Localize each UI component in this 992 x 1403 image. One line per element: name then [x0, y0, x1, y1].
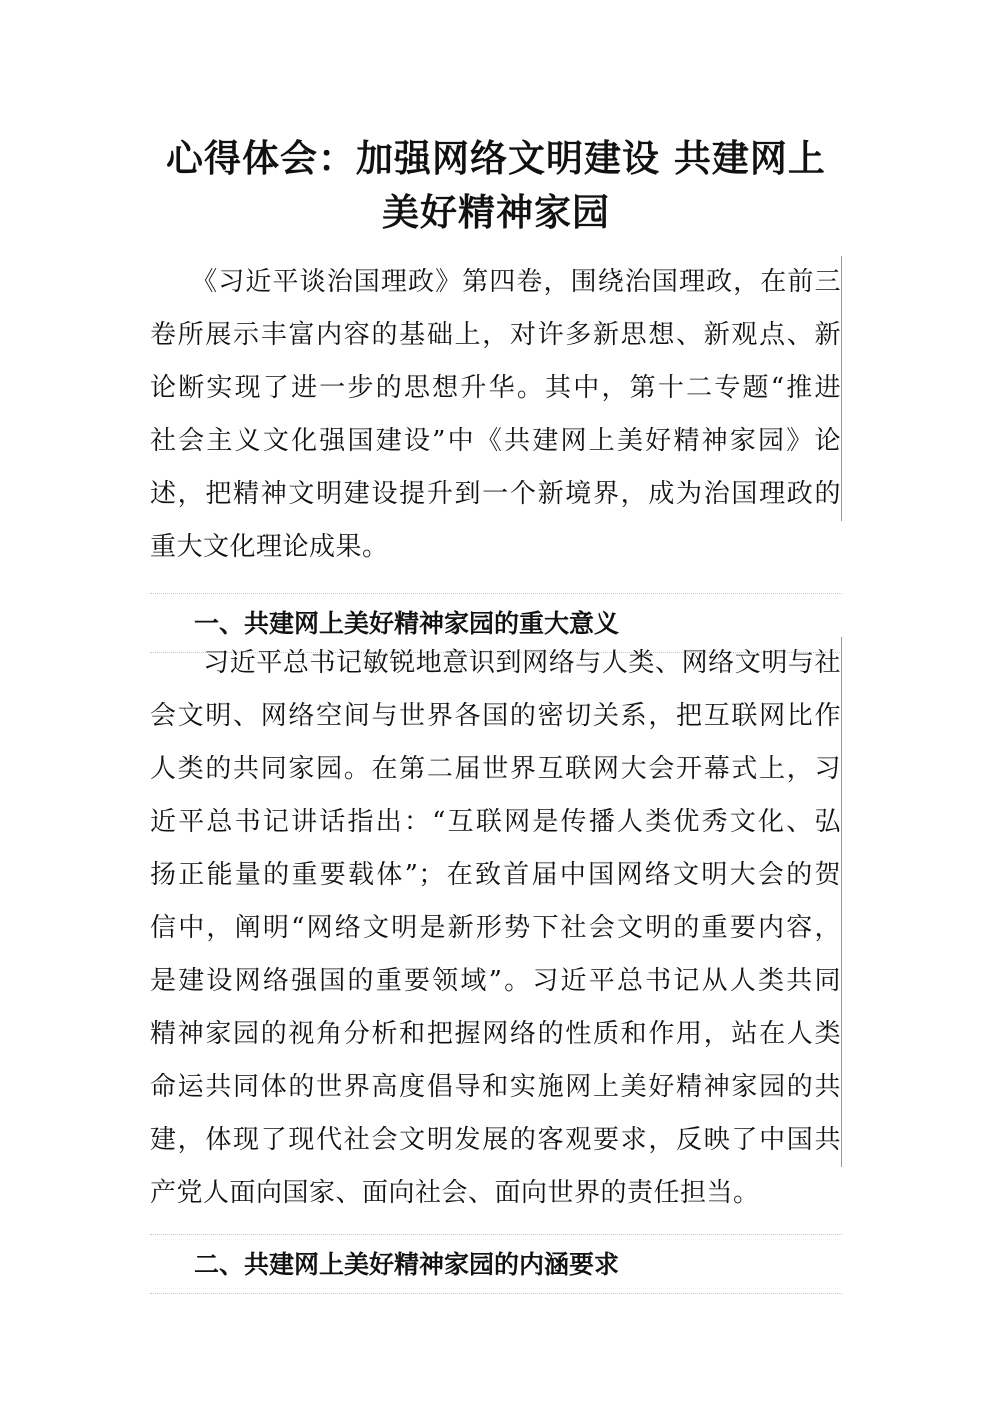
document-title-line-2: 美好精神家园 — [382, 191, 610, 234]
section-heading-1: 一、共建网上美好精神家园的重大意义 — [150, 593, 842, 653]
paragraph-line: 述，把精神文明建设提升到一个新境界，成为治国理政的 — [150, 468, 842, 521]
paragraph-line: 人类的共同家园。在第二届世界互联网大会开幕式上，习 — [150, 743, 842, 796]
paragraph-line: 精神家园的视角分析和把握网络的性质和作用，站在人类 — [150, 1008, 842, 1061]
paragraph-line: 社会主义文化强国建设”中《共建网上美好精神家园》论 — [150, 415, 842, 468]
paragraph-line: 信中，阐明“网络文明是新形势下社会文明的重要内容， — [150, 902, 842, 955]
section1-paragraph — [150, 637, 842, 1220]
paragraph-line: 建，体现了现代社会文明发展的客观要求，反映了中国共 — [150, 1114, 842, 1167]
paragraph-line: 扬正能量的重要载体”；在致首届中国网络文明大会的贺 — [150, 849, 842, 902]
paragraph-line: 卷所展示丰富内容的基础上，对许多新思想、新观点、新 — [150, 309, 842, 362]
paragraph-line: 是建设网络强国的重要领域”。习近平总书记从人类共同 — [150, 955, 842, 1008]
paragraph-line: 习近平总书记敏锐地意识到网络与人类、网络文明与社 — [150, 637, 842, 690]
paragraph-line: 论断实现了进一步的思想升华。其中，第十二专题“推进 — [150, 362, 842, 415]
paragraph-line: 重大文化理论成果。 — [150, 532, 389, 562]
intro-paragraph — [150, 256, 842, 574]
paragraph-line: 近平总书记讲话指出：“互联网是传播人类优秀文化、弘 — [150, 796, 842, 849]
document-title-line-1: 心得体会：加强网络文明建设 共建网上 — [166, 137, 826, 180]
paragraph-line: 产党人面向国家、面向社会、面向世界的责任担当。 — [150, 1178, 760, 1208]
paragraph-line: 《习近平谈治国理政》第四卷，围绕治国理政，在前三 — [150, 256, 842, 309]
paragraph-line: 命运共同体的世界高度倡导和实施网上美好精神家园的共 — [150, 1061, 842, 1114]
section-heading-2: 二、共建网上美好精神家园的内涵要求 — [150, 1234, 842, 1294]
paragraph-line: 会文明、网络空间与世界各国的密切关系，把互联网比作 — [150, 690, 842, 743]
